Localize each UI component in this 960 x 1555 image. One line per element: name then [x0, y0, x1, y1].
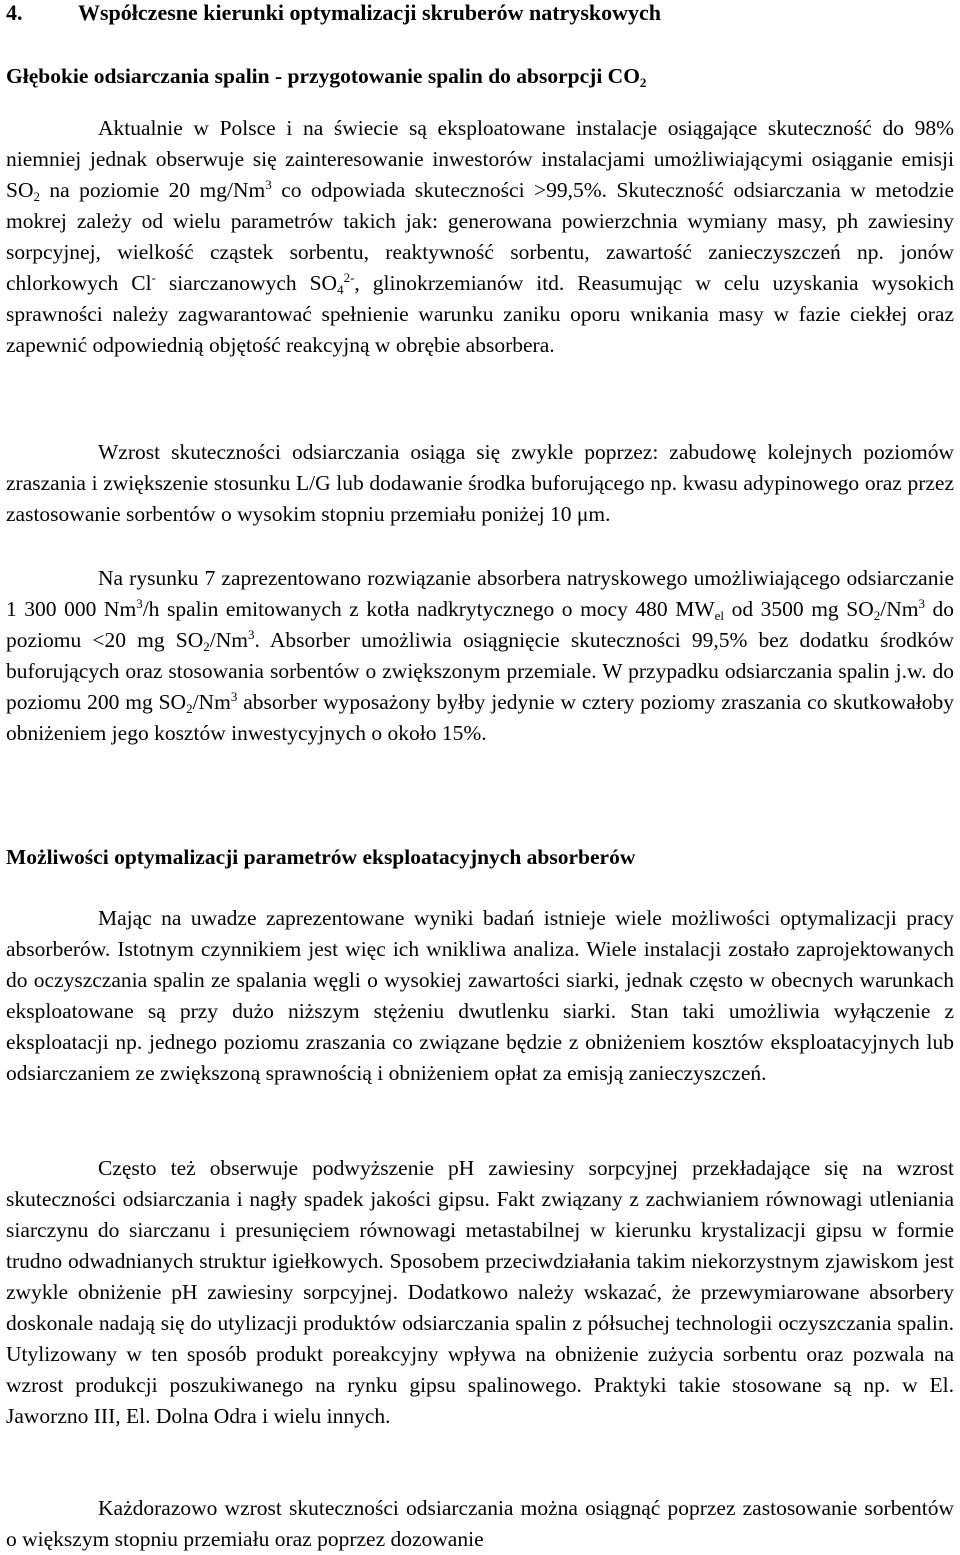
- superscript: 3: [265, 177, 272, 192]
- superscript: 3: [136, 596, 143, 611]
- paragraph-text: absorber wyposażony byłby jedynie w cztery poziomy zraszania co skutkowałoby obniżeniem jego kosztów inwestycyjnych o około 15%.: [6, 690, 954, 745]
- paragraph-text: /Nm: [192, 690, 231, 714]
- paragraph-efficiency-increase: [6, 437, 954, 530]
- paragraph-text: . Absorber umożliwia osiągnięcie skuteczności 99,5% bez dodatku środków buforujących oraz stosowania sorbentów o zwiększonym przemiale. W przypadku odsiarczania spalin j.w. do poziomu 200 mg SO: [6, 628, 954, 714]
- subscript: el: [714, 608, 725, 623]
- superscript: 2-: [343, 270, 355, 285]
- section-heading: [6, 0, 661, 26]
- subscript: 2: [639, 75, 647, 90]
- paragraph-text: na poziomie 20 mg/Nm: [39, 178, 266, 202]
- paragraph-sorbent-grinding: [6, 1493, 954, 1555]
- subscript: 2: [203, 639, 210, 654]
- subscript: 2: [873, 608, 881, 623]
- subscript: 4: [337, 282, 344, 297]
- paragraph-text: Każdorazowo wzrost skuteczności odsiarczania można osiągnąć poprzez zastosowanie sorbentów o większym stopniu przemiału oraz poprzez dozowanie: [6, 1496, 954, 1551]
- paragraph-text: , glinokrzemianów itd. Reasumując w celu uzyskania wysokich sprawności należy zagwarantować spełnienie warunku zaniku oporu wnikania masy w fazie ciekłej oraz zapewnić odpowiednią objętość reakcyjną w obrębie absorbera.: [6, 271, 954, 357]
- paragraph-current-installations: [6, 113, 954, 361]
- paragraph-text: siarczanowych SO: [155, 271, 338, 295]
- subsection-heading-deep-desulfurization: [6, 63, 646, 89]
- paragraph-text: /h spalin emitowanych z kotła nadkrytycznego o mocy 480 MW: [142, 597, 715, 621]
- paragraph-text: /Nm: [880, 597, 919, 621]
- superscript: 3: [230, 689, 238, 704]
- subsection-title: Możliwości optymalizacji parametrów eksploatacyjnych absorberów: [6, 845, 636, 869]
- subsection-title: Głębokie odsiarczania spalin - przygotowanie spalin do absorpcji CO: [6, 64, 640, 88]
- subscript: 2: [186, 701, 193, 716]
- subsection-heading-optimization: [6, 844, 635, 870]
- paragraph-text: co odpowiada skuteczności >99,5%. Skuteczność odsiarczania w metodzie mokrej zależy od wielu parametrów takich jak: generowana powierzchnia wymiany masy, ph zawiesiny sorpcyjnej, wielkość cząstek sorbentu, reaktywność sorbentu, zawartość zanieczyszczeń np. jonów chlorkowych Cl: [6, 178, 955, 295]
- paragraph-text: /Nm: [209, 628, 249, 652]
- paragraph-ph-increase: [6, 1153, 954, 1432]
- section-number: 4.: [6, 0, 23, 25]
- paragraph-text: Wzrost skuteczności odsiarczania osiąga się zwykle poprzez: zabudowę kolejnych poziomów zraszania i zwiększenie stosunku L/G lub dodawanie środka buforującego np. kwasu adypinowego oraz przez zastosowanie sorbentów o wysokim stopniu przemiału poniżej 10 μm.: [6, 440, 954, 526]
- superscript: 3: [918, 596, 925, 611]
- paragraph-text: Aktualnie w Polsce i na świecie są eksploatowane instalacje osiągające skuteczność do 98% niemniej jednak obserwuje się zainteresowanie inwestorów instalacjami umożliwiającymi osiąganie emisji SO: [6, 116, 954, 202]
- paragraph-text: Mając na uwadze zaprezentowane wyniki badań istnieje wiele możliwości optymalizacji pracy absorberów. Istotnym czynnikiem jest więc ich wnikliwa analiza. Wiele instalacji zostało zaprojektowanych do oczyszczania spalin ze spalania węgli o wysokiej zawartości siarki, jednak często w obecnych warunkach eksploatowane są przy dużo niższym stężeniu dwutlenku siarki. Stan taki umożliwia wyłączenie z eksploatacji np. jednego poziomu zraszania co związane będzie z obniżeniem kosztów eksploatacyjnych lub odsiarczaniem ze zwiększoną sprawnością i obniżeniem opłat za emisją zanieczyszczeń.: [6, 906, 954, 1085]
- paragraph-text: Często też obserwuje podwyższenie pH zawiesiny sorpcyjnej przekładające się na wzrost skuteczności odsiarczania i nagły spadek jakości gipsu. Fakt związany z zachwianiem równowagi utleniania siarczynu do siarczanu i presunięciem równowagi metastabilnej w kierunku krystalizacji gipsu w formie trudno odwadnianych struktur igiełkowych. Sposobem przeciwdziałania takim niekorzystnym zjawiskom jest zwykle obniżenie pH zawiesiny sorpcyjnej. Dodatkowo należy wskazać, że przewymiarowane absorbery doskonale nadają się do utylizacji produktów odsiarczania spalin z półsuchej technologii oczyszczania spalin. Utylizowany w ten sposób produkt poreakcyjny wpływa na obniżenie zużycia sorbentu oraz pozwala na wzrost produkcji poszukiwanego na rynku gipsu spalinowego. Praktyki takie stosowane są np. w El. Jaworzno III, El. Dolna Odra i wielu innych.: [6, 1156, 954, 1428]
- paragraph-text: od 3500 mg SO: [724, 597, 874, 621]
- superscript: 3: [248, 627, 255, 642]
- paragraph-text: do poziomu <20 mg SO: [6, 597, 955, 652]
- subscript: 2: [33, 189, 40, 204]
- section-title: Współczesne kierunki optymalizacji skruberów natryskowych: [78, 0, 661, 25]
- paragraph-optimization-possibilities: [6, 903, 954, 1089]
- paragraph-figure-7: [6, 563, 954, 749]
- superscript: -: [151, 270, 156, 285]
- paragraph-text: Na rysunku 7 zaprezentowano rozwiązanie absorbera natryskowego umożliwiającego odsiarczanie 1 300 000 Nm: [6, 566, 954, 621]
